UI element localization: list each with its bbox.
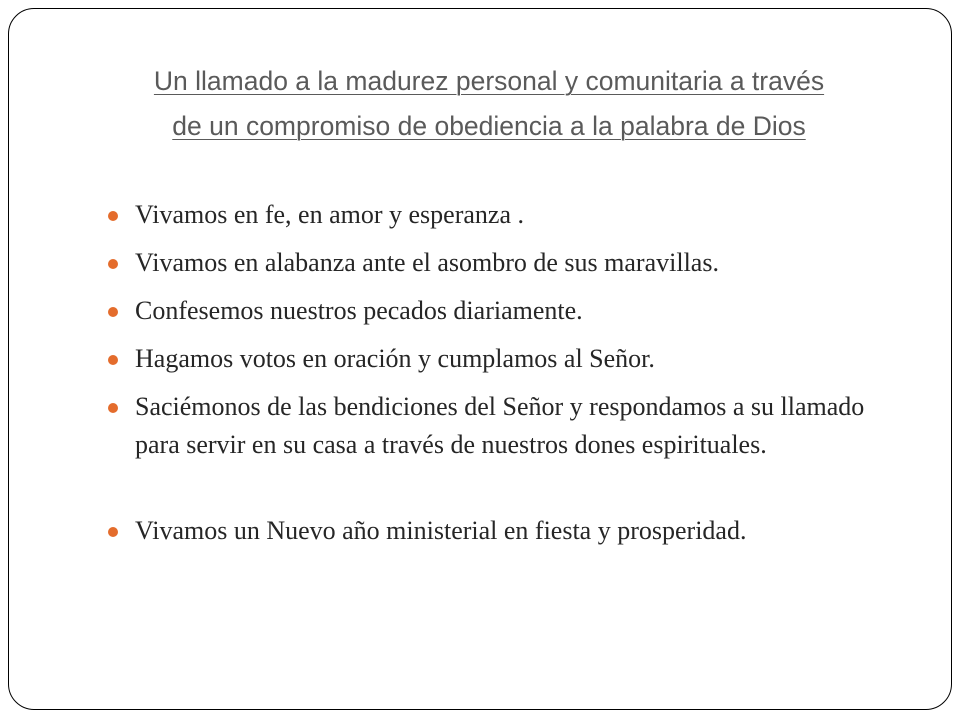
bullet-dot-icon: [108, 307, 118, 317]
slide-title: [29, 59, 949, 149]
slide-title-line-2: de un compromiso de obediencia a la palabra de Dios: [172, 111, 806, 141]
list-item: [108, 340, 908, 378]
bullet-dot-icon: [108, 355, 118, 365]
slide-title-line-1: Un llamado a la madurez personal y comunitaria a través: [153, 66, 825, 96]
bullet-text: Saciémonos de las bendiciones del Señor y respondamos a su llamado para servir en su casa a través de nuestros dones espirituales.: [135, 392, 865, 459]
bullet-text: Vivamos un Nuevo año ministerial en fiesta y prosperidad.: [135, 516, 747, 545]
bullet-text: Vivamos en fe, en amor y esperanza .: [135, 200, 524, 229]
list-item: [108, 244, 908, 282]
list-item: [108, 292, 908, 330]
bullet-dot-icon: [108, 211, 118, 221]
bullet-dot-icon: [108, 527, 118, 537]
list-item: [108, 196, 908, 234]
bullet-dot-icon: [108, 403, 118, 413]
bullet-dot-icon: [108, 259, 118, 269]
bullet-text: Vivamos en alabanza ante el asombro de sus maravillas.: [135, 248, 719, 277]
list-item: [108, 512, 908, 550]
bullet-text: Confesemos nuestros pecados diariamente.: [135, 296, 583, 325]
bullet-text: Hagamos votos en oración y cumplamos al Señor.: [135, 344, 655, 373]
list-item: [108, 388, 908, 464]
bullet-list: [108, 196, 908, 560]
